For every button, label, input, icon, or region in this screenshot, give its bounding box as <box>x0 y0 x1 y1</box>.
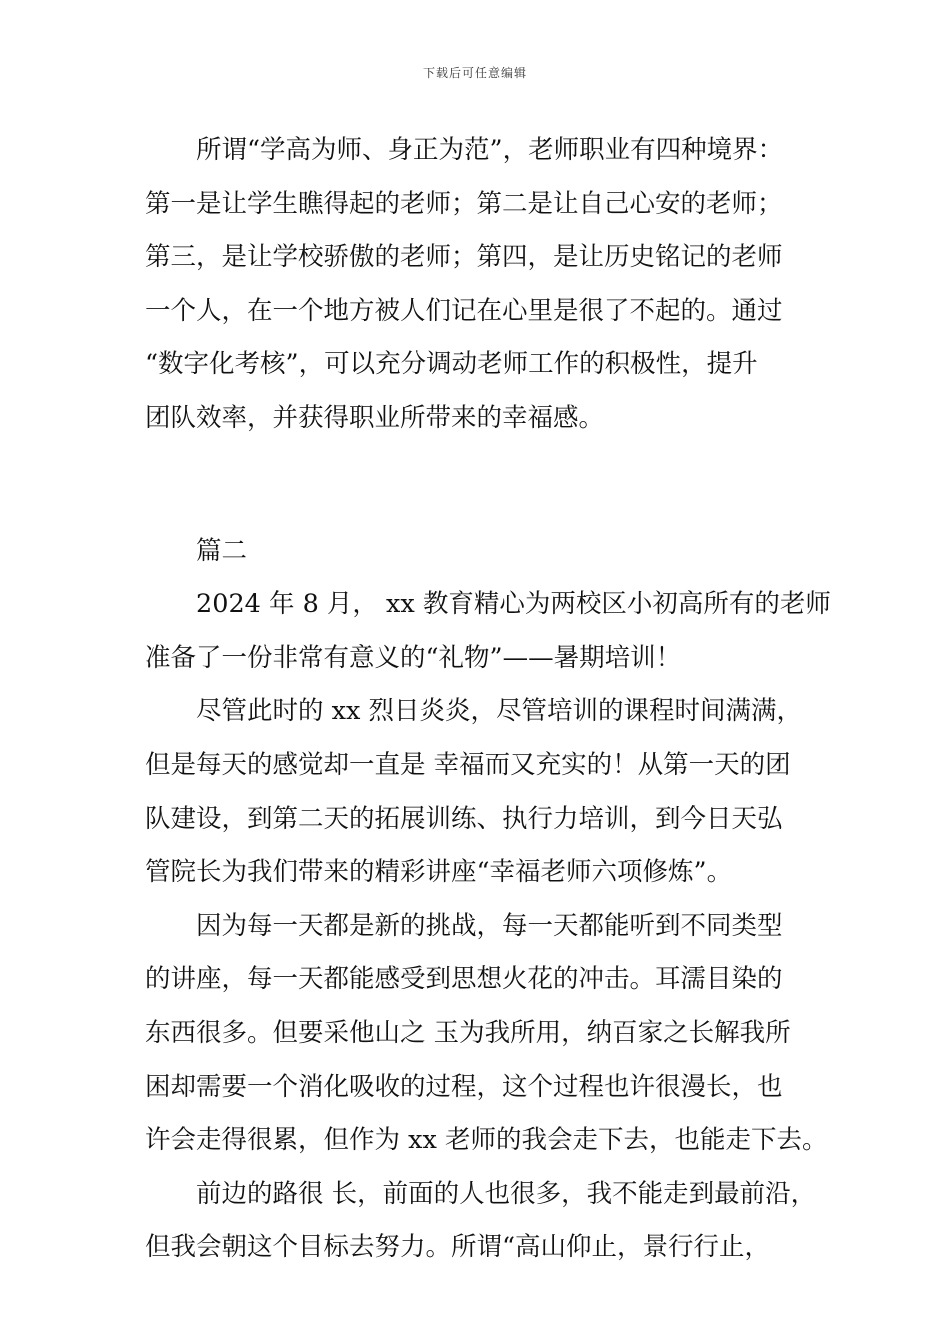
paragraph-line: “数字化考核”，可以充分调动老师工作的积极性，提升 <box>145 349 758 380</box>
section-heading: 篇二 <box>196 535 248 566</box>
paragraph-line: 困却需要一个消化吸收的过程，这个过程也许很漫长，也 <box>145 1071 783 1102</box>
paragraph-line: 团队效率，并获得职业所带来的幸福感。 <box>145 402 605 433</box>
paragraph-line: 2024 年 8 月， xx 教育精心为两校区小初高所有的老师 <box>196 589 831 620</box>
paragraph-line: 许会走得很累，但作为 xx 老师的我会走下去，也能走下去。 <box>145 1125 828 1156</box>
paragraph-line: 的讲座，每一天都能感受到思想火花的冲击。耳濡目染的 <box>145 964 783 995</box>
paragraph-line: 东西很多。但要采他山之 玉为我所用，纳百家之长解我所 <box>145 1017 791 1048</box>
section-gap <box>145 446 825 525</box>
paragraph-line: 第三，是让学校骄傲的老师；第四，是让历史铭记的老师 <box>145 242 783 273</box>
paragraph-line: 管院长为我们带来的精彩讲座“幸福老师六项修炼”。 <box>145 857 733 888</box>
paragraph-line: 但是每天的感觉却一直是 幸福而又充实的！从第一天的团 <box>145 749 791 780</box>
paragraph-line: 但我会朝这个目标去努力。所谓“高山仰止，景行行止， <box>145 1232 771 1263</box>
paragraph-line: 所谓“学高为师、身正为范”，老师职业有四种境界： <box>196 135 784 165</box>
paragraph-line: 因为每一天都是新的挑战，每一天都能听到不同类型 <box>196 910 783 941</box>
paragraph-line: 一个人，在一个地方被人们记在心里是很了不起的。通过 <box>145 295 783 326</box>
page-header: 下载后可任意编辑 <box>422 66 527 80</box>
section-two <box>145 525 831 1275</box>
paragraph-line: 准备了一份非常有意义的“礼物”——暑期培训！ <box>145 642 682 673</box>
paragraph-line: 尽管此时的 xx 烈日炎炎，尽管培训的课程时间满满， <box>196 696 802 727</box>
section-one <box>145 124 825 446</box>
paragraph-line: 前边的路很 长，前面的人也很多，我不能走到最前沿， <box>196 1178 817 1209</box>
paragraph-line: 第一是让学生瞧得起的老师；第二是让自己心安的老师； <box>145 188 783 219</box>
paragraph-line: 队建设，到第二天的拓展训练、执行力培训，到今日天弘 <box>145 803 783 834</box>
document-body <box>145 124 831 1275</box>
